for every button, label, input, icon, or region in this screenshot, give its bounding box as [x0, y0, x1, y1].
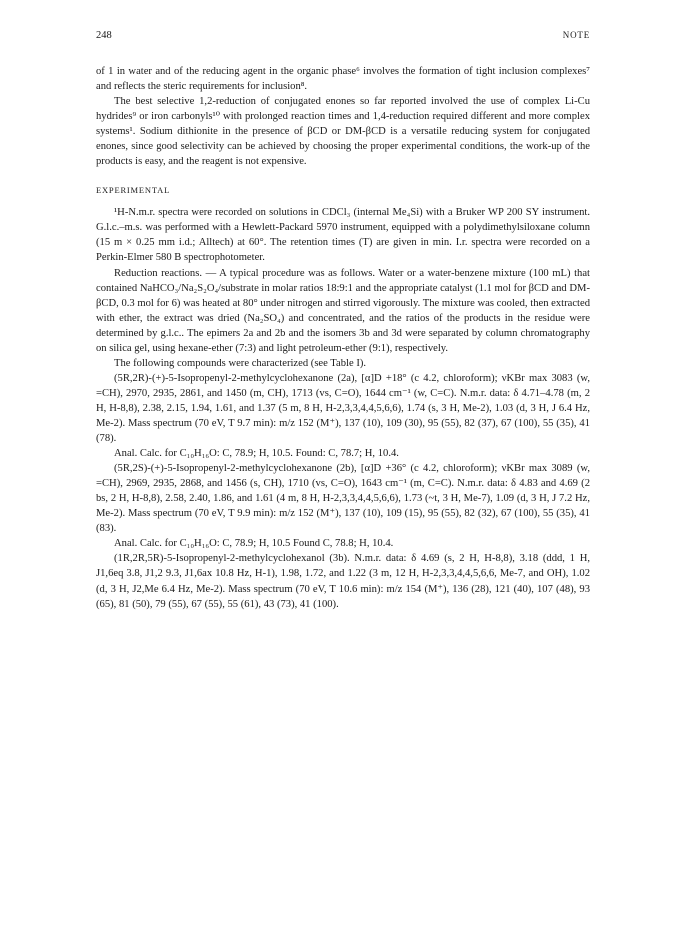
compound-3b-paragraph: (1R,2R,5R)-5-Isopropenyl-2-methylcyclohexanol (3b). N.m.r. data: δ 4.69 (s, 2 H, H-8,8), 3.18 (ddd, 1 H, J1,6eq 3.8, J1,2 9.3, J1,6ax 10.8 Hz, H-1), 1.98, 1.72, and 1.22 (3 m, 12 H, H-2,3,3,4,4,5,6,6, Me-7, and OH), 1.02 (d, 3 H, J2,Me 6.4 Hz, Me-2). Mass spectrum (70 eV, T 10.6 min): m/z 154 (M⁺), 136 (28), 121 (40), 107 (48), 93 (65), 81 (50), 79 (55), 67 (55), 55 (61), 43 (73), 41 (100).	[96, 553, 590, 610]
analysis-2a: Anal. Calc. for C₁₀H₁₆O: C, 78.9; H, 10.5. Found: C, 78.7; H, 10.4.	[114, 448, 399, 460]
running-header	[96, 30, 590, 50]
compound-2b-paragraph: (5R,2S)-(+)-5-Isopropenyl-2-methylcyclohexanone (2b), [α]D +36° (c 4.2, chloroform); νKBr max 3089 (w, =CH), 2969, 2935, 2868, and 1456 (s, CH), 1710 (vs, C=O), 1643 cm⁻¹ (m, C=C). N.m.r. data: δ 4.83 and 4.69 (2 bs, 2 H, H-8,8), 2.58, 2.40, 1.86, and 1.61 (4 m, 8 H, H-2,3,3,4,4,5,6,6), 1.73 (~t, 3 H, Me-7), 1.09 (d, 3 H, J 7.2 Hz, Me-2). Mass spectrum (70 eV, T 9.9 min): m/z 152 (M⁺), 137 (10), 109 (15), 95 (55), 82 (32), 67 (100), 55 (35), 41 (83).	[96, 463, 590, 535]
section-heading: EXPERIMENTAL	[96, 185, 171, 196]
methods-paragraph: ¹H-N.m.r. spectra were recorded on solutions in CDCl₃ (internal Me₄Si) with a Bruker WP 200 SY instrument. G.l.c.–m.s. was performed with a Hewlett-Packard 5970 instrument, equipped with a polydimethylsiloxane column (15 m × 0.25 mm i.d.; Alltech) at 60°. The retention times (T) are given in min. I.r. spectra were recorded on a Perkin-Elmer 580 B spectrophotometer.	[96, 207, 590, 264]
compounds-intro: The following compounds were characterized (see Table I).	[114, 357, 367, 369]
analysis-2b: Anal. Calc. for C₁₀H₁₆O: C, 78.9; H, 10.5 Found C, 78.8; H, 10.4.	[114, 538, 394, 550]
procedure-paragraph: Reduction reactions. — A typical procedure was as follows. Water or a water-benzene mixture (100 mL) that contained NaHCO₃/Na₂S₂O₄/substrate in molar ratios 18:9:1 and the appropriate catalyst (1.1 mol for βCD and DM-βCD, 0.3 mol for 6) was heated at 80° under nitrogen and stirred vigorously. The mixture was cooled, then extracted with ether, the extract was dried (Na₂SO₄) and concentrated, and the ratios of the products in the residue were determined by g.l.c.. The epimers 2a and 2b and the isomers 3b and 3d were separated by column chromatography on silica gel, using hexane-ether (7:3) and light petroleum-ether (9:1), respectively.	[96, 267, 590, 354]
compound-2a-paragraph: (5R,2R)-(+)-5-Isopropenyl-2-methylcyclohexanone (2a), [α]D +18° (c 4.2, chloroform); νKBr max 3083 (w, =CH), 2970, 2935, 2861, and 1450 (m, CH), 1713 (vs, C=O), 1644 cm⁻¹ (w, C=C). N.m.r. data: δ 4.71–4.78 (m, 2 H, H-8,8), 2.38, 2.15, 1.94, 1.61, and 1.37 (5 m, 8 H, H-2,3,3,4,4,5,6,6), 1.74 (s, 3 H, Me-2), 1.03 (d, 3 H, J 6.4 Hz, Me-2). Mass spectrum (70 eV, T 9.7 min): m/z 152 (M⁺), 137 (10), 109 (30), 95 (55), 82 (37), 67 (100), 55 (35), 41 (78).	[96, 372, 590, 445]
intro-paragraph: of 1 in water and of the reducing agent in the organic phase⁶ involves the formation of tight inclusion complexes⁷ and reflects the steric requirements for inclusion⁸.	[96, 66, 590, 93]
page-number: 248	[96, 30, 112, 41]
page	[96, 30, 590, 612]
running-title: NOTE	[562, 30, 590, 40]
intro-paragraph: The best selective 1,2-reduction of conjugated enones so far reported involved the use of complex Li-Cu hydrides⁹ or iron carbonyls¹⁰ with prolonged reaction times and 1,4-reduction required different and more complex systems¹. Sodium dithionite in the presence of βCD or DM-βCD is a versatile reducing system for conjugated enones, since good selectivity can be achieved by choosing the proper experimental conditions, the work-up of the products is easy, and the reagent is not expensive.	[96, 96, 590, 168]
